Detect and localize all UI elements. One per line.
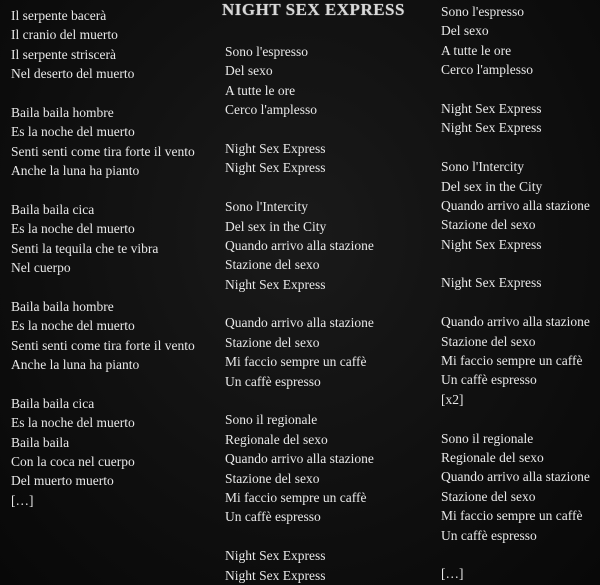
lyric-line: Mi faccio sempre un caffè: [225, 489, 367, 505]
lyric-line: Night Sex Express: [225, 140, 326, 156]
lyric-line: Es la noche del muerto: [11, 124, 135, 140]
lyric-line: Stazione del sexo: [225, 470, 320, 486]
stanza-gap: [225, 294, 374, 313]
lyric-line: Night Sex Express: [225, 548, 326, 564]
lyric-line: Sono l'espresso: [441, 4, 525, 19]
lyric-line: Night Sex Express: [441, 236, 542, 252]
lyric-line: Del sexo: [225, 63, 273, 79]
lyric-line: Stazione del sexo: [441, 217, 536, 233]
stanza-gap: [441, 80, 590, 99]
lyric-line: […]: [441, 566, 464, 582]
lyric-line: A tutte le ore: [441, 42, 512, 58]
lyric-line: Night Sex Express: [441, 275, 542, 291]
lyric-line: Quando arrivo alla stazione: [225, 451, 374, 467]
lyric-line: Stazione del sexo: [441, 488, 536, 504]
lyric-line: Baila baila: [11, 434, 70, 450]
lyric-line: Regionale del sexo: [441, 449, 544, 465]
lyric-line: Il cranio del muerto: [11, 27, 118, 43]
lyric-line: Night Sex Express: [225, 160, 326, 176]
lyric-line: Quando arrivo alla stazione: [441, 469, 590, 485]
lyric-line: Del sexo: [441, 23, 489, 39]
lyric-line: A tutte le ore: [225, 82, 296, 98]
lyric-line: Un caffè espresso: [225, 373, 321, 389]
lyric-line: Baila baila cica: [11, 201, 95, 217]
stanza-gap: [11, 181, 195, 200]
lyric-line: Stazione del sexo: [441, 333, 536, 349]
stanza-gap: [441, 293, 590, 312]
stanza-gap: [11, 374, 195, 393]
lyric-line: Stazione del sexo: [225, 334, 320, 350]
stanza-gap: [441, 138, 590, 157]
lyrics-column-3: [441, 2, 590, 584]
lyrics-column-2: [225, 42, 374, 585]
stanza-gap: [225, 120, 374, 139]
lyric-line: Un caffè espresso: [441, 372, 537, 388]
lyric-line: Es la noche del muerto: [11, 221, 135, 237]
lyric-line: Quando arrivo alla stazione: [441, 197, 590, 213]
lyric-line: Senti la tequila che te vibra: [11, 240, 159, 256]
stanza-gap: [11, 277, 195, 296]
lyric-line: Un caffè espresso: [225, 509, 321, 525]
lyric-line: Quando arrivo alla stazione: [441, 314, 590, 330]
lyric-line: Del sex in the City: [441, 178, 543, 194]
stanza-gap: [441, 254, 590, 273]
lyric-line: Mi faccio sempre un caffè: [225, 354, 367, 370]
lyric-line: Sono l'espresso: [225, 44, 309, 59]
lyrics-column-1: [11, 6, 195, 510]
lyric-line: Sono l'Intercity: [225, 199, 309, 215]
lyric-line: Sono il regionale: [225, 412, 318, 428]
lyric-line: Mi faccio sempre un caffè: [441, 508, 583, 524]
lyric-line: Stazione del sexo: [225, 257, 320, 273]
lyric-line: Es la noche del muerto: [11, 318, 135, 334]
lyric-line: Del muerto muerto: [11, 473, 114, 489]
stanza-gap: [11, 84, 195, 103]
lyric-line: Quando arrivo alla stazione: [225, 315, 374, 331]
lyric-line: Nel deserto del muerto: [11, 66, 135, 82]
lyric-line: Regionale del sexo: [225, 431, 328, 447]
lyric-line: Baila baila hombre: [11, 298, 114, 314]
lyric-line: Senti senti come tira forte il vento: [11, 143, 195, 159]
stanza-gap: [225, 178, 374, 197]
lyric-line: Con la coca nel cuerpo: [11, 453, 135, 469]
lyric-line: Il serpente bacerà: [11, 8, 107, 23]
lyric-line: Cerco l'amplesso: [225, 102, 318, 118]
lyric-line: Night Sex Express: [225, 276, 326, 292]
lyric-line: […]: [11, 492, 34, 508]
lyric-line: Mi faccio sempre un caffè: [441, 353, 583, 369]
lyric-line: Del sex in the City: [225, 218, 327, 234]
lyric-line: Anche la luna ha pianto: [11, 357, 140, 373]
lyric-line: Es la noche del muerto: [11, 415, 135, 431]
lyric-line: Cerco l'amplesso: [441, 62, 534, 78]
lyric-line: Senti senti come tira forte il vento: [11, 337, 195, 353]
lyric-line: Un caffè espresso: [441, 527, 537, 543]
lyric-line: Sono l'Intercity: [441, 159, 525, 175]
lyric-line: Baila baila cica: [11, 395, 95, 411]
lyric-line: Quando arrivo alla stazione: [225, 237, 374, 253]
lyric-line: Night Sex Express: [225, 567, 326, 583]
song-title: NIGHT SEX EXPRESS: [222, 0, 405, 19]
lyric-line: Sono il regionale: [441, 430, 534, 446]
lyric-line: [x2]: [441, 391, 464, 407]
lyric-line: Night Sex Express: [441, 120, 542, 136]
stanza-gap: [225, 527, 374, 546]
lyric-line: Baila baila hombre: [11, 104, 114, 120]
stanza-gap: [441, 545, 590, 564]
stanza-gap: [225, 391, 374, 410]
lyric-line: Nel cuerpo: [11, 260, 71, 276]
lyric-line: Il serpente striscerà: [11, 46, 116, 62]
stanza-gap: [441, 409, 590, 428]
lyric-line: Night Sex Express: [441, 100, 542, 116]
lyric-line: Anche la luna ha pianto: [11, 163, 140, 179]
